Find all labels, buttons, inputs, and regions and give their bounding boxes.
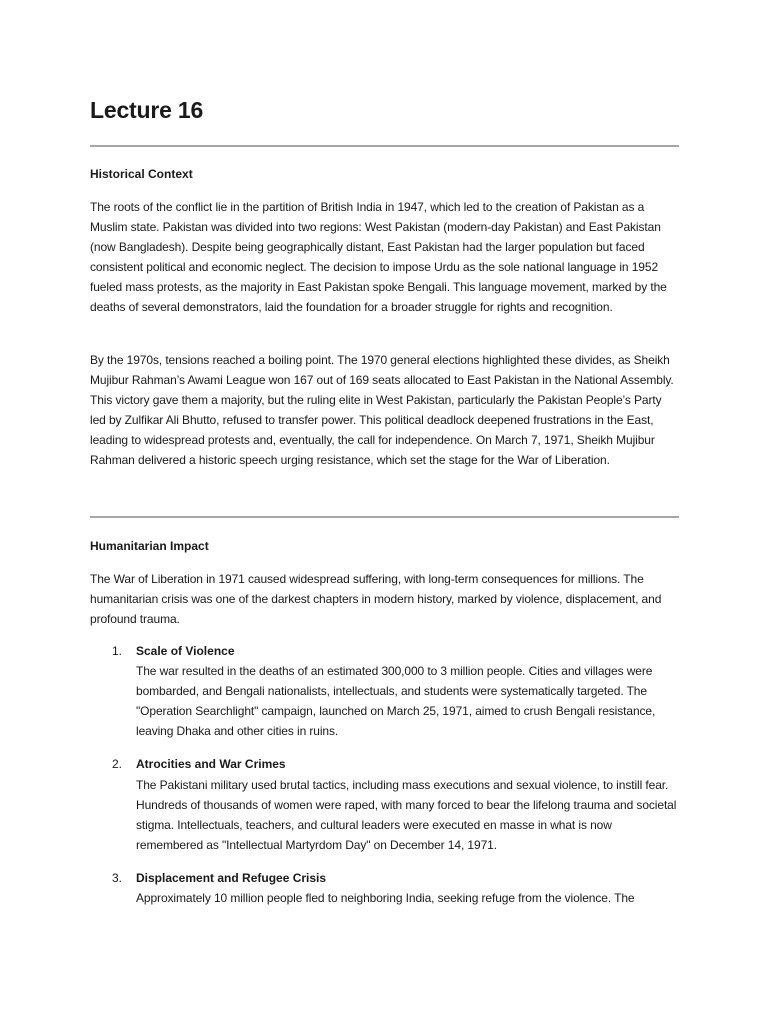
list-item-number: 1. (112, 644, 123, 658)
list-item-title: Atrocities and War Crimes (136, 757, 286, 772)
list-item (90, 641, 679, 741)
paragraph: By the 1970s, tensions reached a boiling point. The 1970 general elections highlighted these divides, as Sheikh Mujibur Rahman’s Awami League won 167 out of 169 seats allocated to East Pakistan in the National Assembly. This victory gave them a majority, but the ruling elite in West Pakistan, particularly the Pakistan People’s Party led by Zulfikar Ali Bhutto, refused to transfer power. This political deadlock deepened frustrations in the East, leading to widespread protests and, eventually, the call for independence. On March 7, 1971, Sheikh Mujibur Rahman delivered a historic speech urging resistance, which set the stage for the War of Liberation. (90, 353, 674, 468)
list-item-title: Displacement and Refugee Crisis (136, 870, 327, 885)
page-title: Lecture 16 (90, 97, 204, 123)
paragraph: The War of Liberation in 1971 caused widespread suffering, with long-term consequences for millions. The humanitarian crisis was one of the darkest chapters in modern history, marked by violence, displacement, and profound trauma. (90, 572, 662, 627)
section-heading-historical-context: Historical Context (90, 167, 193, 181)
list-item-number: 2. (112, 757, 123, 772)
list-item-number: 3. (112, 870, 123, 885)
section-divider (90, 145, 679, 147)
list-item (90, 754, 679, 854)
list-item-title: Scale of Violence (136, 644, 235, 658)
list-item-text: The war resulted in the deaths of an estimated 300,000 to 3 million people. Cities and villages were bombarded, and Bengali nationalists, intellectuals, and students were systematically targeted. The "Operation Searchlight" campaign, launched on March 25, 1971, aimed to crush Bengali resistance, leaving Dhaka and other cities in ruins. (136, 664, 656, 739)
section-heading-humanitarian-impact: Humanitarian Impact (90, 539, 209, 553)
paragraph: The roots of the conflict lie in the partition of British India in 1947, which led to the creation of Pakistan as a Muslim state. Pakistan was divided into two regions: West Pakistan (modern-day Pakistan) and East Pakistan (now Bangladesh). Despite being geographically distant, East Pakistan had the larger population but faced consistent political and economic neglect. The decision to impose Urdu as the sole national language in 1952 fueled mass protests, as the majority in East Pakistan spoke Bengali. This language movement, marked by the deaths of several demonstrators, laid the foundation for a broader struggle for rights and recognition. (90, 200, 667, 315)
section-divider (90, 516, 679, 518)
list-item (90, 868, 679, 908)
list-item-text: The Pakistani military used brutal tactics, including mass executions and sexual violence, to instill fear. Hundreds of thousands of women were raped, with many forced to bear the lifelong trauma and societal stigma. Intellectuals, teachers, and cultural leaders were executed en masse in what is now remembered as "Intellectual Martyrdom Day" on December 14, 1971. (136, 777, 677, 852)
numbered-list (90, 641, 679, 921)
list-item-text: Approximately 10 million people fled to neighboring India, seeking refuge from the violence. The (136, 891, 635, 906)
